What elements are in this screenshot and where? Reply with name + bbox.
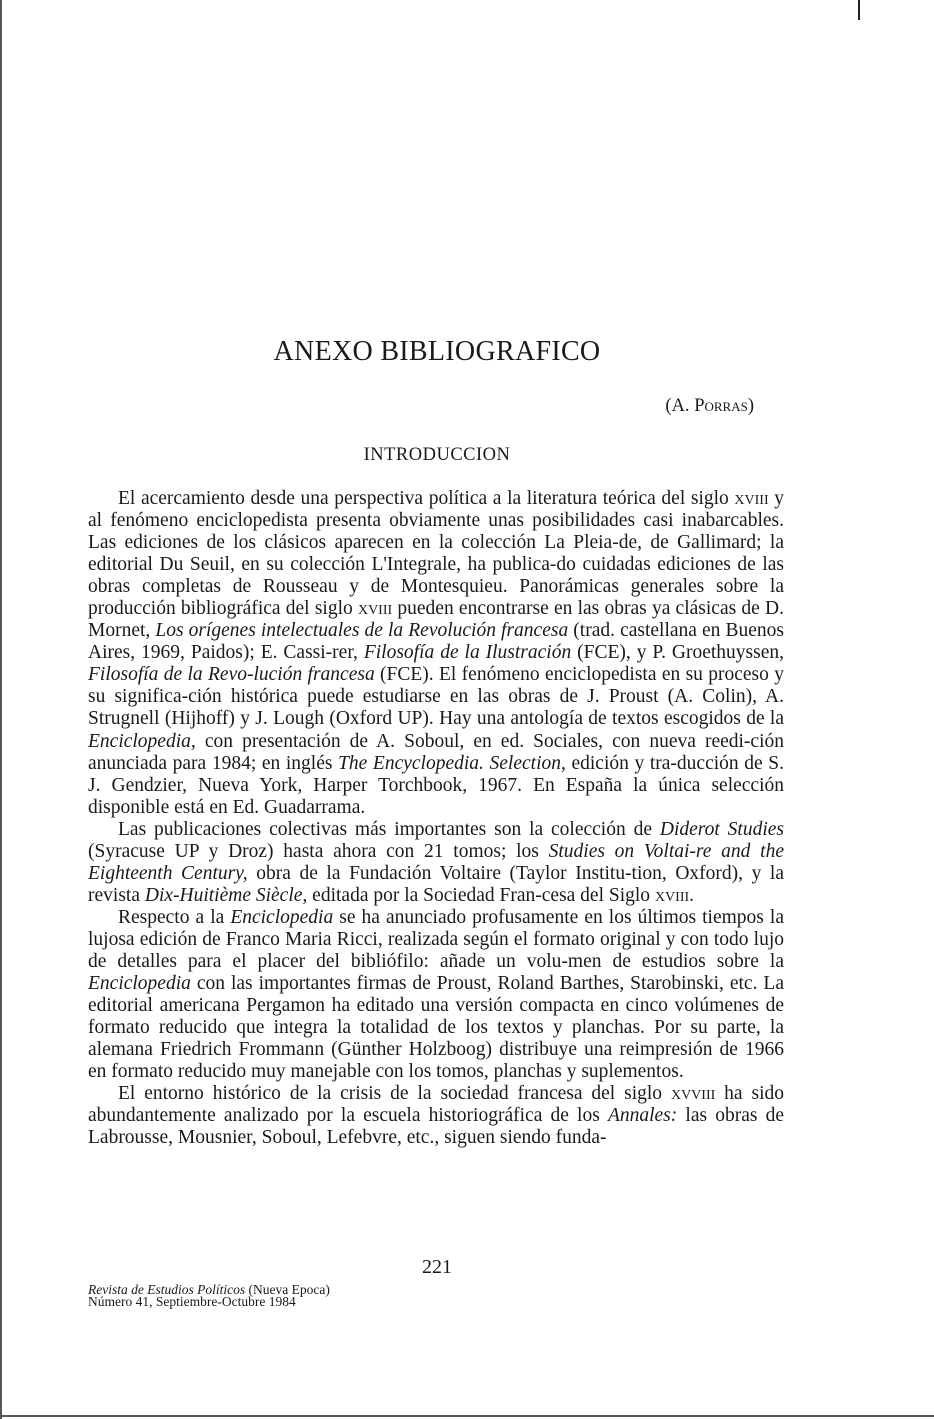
author-close: )	[747, 396, 754, 416]
text-run: las obras de Labrousse, Mousnier, Soboul, Lefebvre, etc., siguen siendo funda-	[88, 1105, 784, 1149]
scan-edge-mark	[858, 0, 860, 20]
book-title: Diderot Studies	[659, 818, 784, 840]
text-run: Las publicaciones colectivas más importantes son la colección de	[118, 818, 660, 840]
century-numeral: xviii	[734, 488, 769, 509]
text-run: El acercamiento desde una perspectiva política a la literatura teórica del siglo	[118, 488, 735, 509]
century-numeral: xviii	[654, 884, 690, 906]
issue-line: Número 41, Septiembre-Octubre 1984	[88, 1294, 296, 1309]
text-run: (Syracuse UP y Droz) hasta ahora con 21 tomos; los	[88, 840, 549, 862]
book-title: Studies on Voltai-re and the Eighteenth Century,	[88, 840, 784, 884]
century-numeral: xviii	[357, 598, 393, 620]
text-run: (trad. castellana en Buenos Aires, 1969, Paidos); E. Cassi-rer,	[88, 620, 785, 664]
author-line	[665, 396, 754, 417]
book-title: Dix-Huitième Siècle,	[144, 884, 308, 906]
paragraph-4	[88, 1083, 784, 1149]
journal-series: (Nueva Epoca)	[245, 1282, 330, 1297]
text-run: editada por la Sociedad Fran-cesa del Siglo	[307, 884, 655, 906]
text-run: pueden encontrarse en las obras ya clásicas de D. Mornet,	[88, 598, 784, 642]
scan-left-edge	[0, 0, 2, 1419]
text-run: ha sido abundantemente analizado por la escuela historiográfica de los	[88, 1083, 784, 1127]
page-title: ANEXO BIBLIOGRAFICO	[273, 336, 601, 367]
paragraph-1	[88, 488, 784, 819]
book-title: Enciclopedia	[88, 973, 191, 995]
journal-title: Revista de Estudios Políticos	[88, 1282, 246, 1297]
book-title: Filosofía de la Revo-lución francesa	[88, 664, 375, 686]
book-title: Filosofía de la Ilustración	[363, 642, 572, 664]
text-run: con presentación de A. Soboul, en ed. Sociales, con nueva reedi-ción anunciada para 1984; en inglés	[88, 730, 784, 774]
scan-bottom-edge	[0, 1415, 934, 1417]
book-title: Annales:	[607, 1105, 678, 1127]
book-title: The Encyclopedia. Selection,	[338, 752, 566, 774]
text-run: obra de la Fundación Voltaire (Taylor Institu-tion, Oxford), y la revista	[88, 862, 784, 906]
text-run: .	[689, 884, 695, 906]
body-text	[88, 488, 784, 1149]
century-numeral: xvviii	[670, 1083, 716, 1105]
text-run: Respecto a la	[118, 906, 231, 928]
section-heading: INTRODUCCION	[363, 445, 511, 465]
paragraph-2	[88, 819, 784, 907]
paragraph-3	[88, 907, 784, 1083]
text-run: (FCE), y P. Groethuyssen,	[571, 642, 784, 664]
journal-footer	[88, 1284, 330, 1308]
page-number: 221	[422, 1256, 452, 1278]
book-title: Los orígenes intelectuales de la Revolución francesa	[155, 620, 569, 642]
author-name: Porras	[694, 396, 748, 416]
text-run: El entorno histórico de la crisis de la sociedad francesa del siglo	[118, 1083, 671, 1105]
text-run: y al fenómeno enciclopedista presenta obviamente unas posibilidades casi inabarcables. Las ediciones de los clásicos aparecen en la colección La Pleia-de, de Gallimard; la editorial Du Seuil, en su colección L'Integrale, ha publica-do cuidadas ediciones de las obras completas de Rousseau y de Montesquieu. Panorámicas generales sobre la producción bibliográfica del siglo	[88, 488, 784, 620]
book-title: Enciclopedia	[230, 906, 334, 928]
text-run: edición y tra-ducción de S. J. Gendzier, Nueva York, Harper Torchbook, 1967. En España la única selección disponible está en Ed. Guadarrama.	[88, 752, 784, 818]
text-run: con las importantes firmas de Proust, Roland Barthes, Starobinski, etc. La editorial americana Pergamon ha editado una versión compacta en cinco volúmenes de formato reducido que integra la totalidad de los textos y planchas. Por su parte, la alemana Friedrich Frommann (Günther Holzboog) distribuye una reimpresión de 1966 en formato reducido muy manejable con los tomos, planchas y suplementos.	[88, 973, 784, 1083]
author-open: (A.	[665, 396, 695, 416]
text-run: se ha anunciado profusamente en los últimos tiempos la lujosa edición de Franco Maria Ricci, realizada según el formato original y con todo lujo de detalles para el placer del bibliófilo: añade un volu-men de estudios sobre la	[88, 906, 784, 972]
book-title: Enciclopedia,	[88, 730, 196, 752]
text-run: (FCE). El fenómeno enciclopedista en su proceso y su significa-ción histórica puede estudiarse en las obras de J. Proust (A. Colin), A. Strugnell (Hijhoff) y J. Lough (Oxford UP). Hay una antología de textos escogidos de la	[88, 664, 784, 730]
